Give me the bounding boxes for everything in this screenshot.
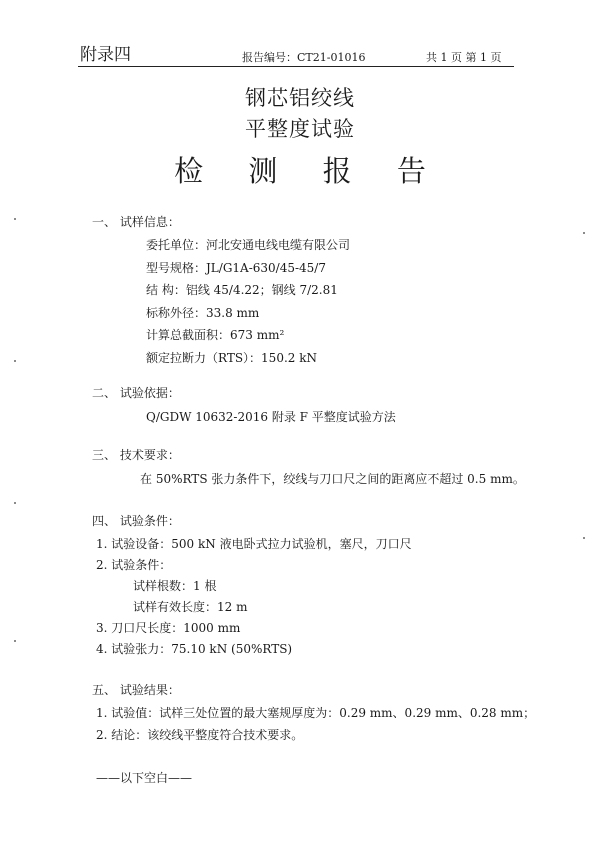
section-1-heading: 一、 试样信息： <box>92 215 180 229</box>
appendix-label: 附录四 <box>80 45 131 65</box>
condition-item-4: 4. 试验张力：75.10 kN (50%RTS) <box>96 642 293 656</box>
title-line-1: 钢芯铝绞线 <box>245 86 355 110</box>
model-field: 型号规格：JL/G1A-630/45-45/7 <box>146 261 326 275</box>
test-basis: Q/GDW 10632-2016 附录 F 平整度试验方法 <box>146 410 396 424</box>
report-title: 检 测 报 告 <box>174 154 444 188</box>
diameter-field: 标称外径：33.8 mm <box>146 306 260 320</box>
technical-requirement: 在 50%RTS 张力条件下，绞线与刀口尺之间的距离应不超过 0.5 mm。 <box>140 472 525 486</box>
condition-item-1: 1. 试验设备：500 kN 液电卧式拉力试验机，塞尺，刀口尺 <box>96 537 412 551</box>
scan-speck <box>14 640 16 642</box>
report-number: 报告编号：CT21-01016 <box>242 51 366 64</box>
page-info: 共 1 页 第 1 页 <box>426 51 502 64</box>
structure-field: 结 构：铝线 45/4.22；钢线 7/2.81 <box>146 283 338 297</box>
section-2-heading: 二、 试验依据： <box>92 386 180 400</box>
scan-speck <box>583 537 585 539</box>
rts-field: 额定拉断力（RTS）：150.2 kN <box>146 351 317 365</box>
section-4-heading: 四、 试验条件： <box>92 514 180 528</box>
area-field: 计算总截面积：673 mm² <box>146 328 285 342</box>
scan-speck <box>14 502 16 504</box>
sample-length: 试样有效长度：12 m <box>133 600 248 614</box>
result-item-2: 2. 结论：该绞线平整度符合技术要求。 <box>96 728 304 742</box>
condition-item-3: 3. 刀口尺长度：1000 mm <box>96 621 241 635</box>
header-divider <box>78 66 514 67</box>
end-marker: ——以下空白—— <box>96 771 193 785</box>
result-item-1: 1. 试验值：试样三处位置的最大塞规厚度为：0.29 mm、0.29 mm、0.28 mm； <box>96 706 536 720</box>
sample-count: 试样根数：1 根 <box>133 579 217 593</box>
scan-speck <box>14 218 16 220</box>
section-5-heading: 五、 试验结果： <box>92 683 180 697</box>
scan-speck <box>583 232 585 234</box>
section-3-heading: 三、 技术要求： <box>92 448 180 462</box>
title-line-2: 平整度试验 <box>245 117 355 141</box>
condition-item-2: 2. 试验条件： <box>96 558 172 572</box>
client-field: 委托单位：河北安通电线电缆有限公司 <box>146 238 351 252</box>
scan-speck <box>14 360 16 362</box>
